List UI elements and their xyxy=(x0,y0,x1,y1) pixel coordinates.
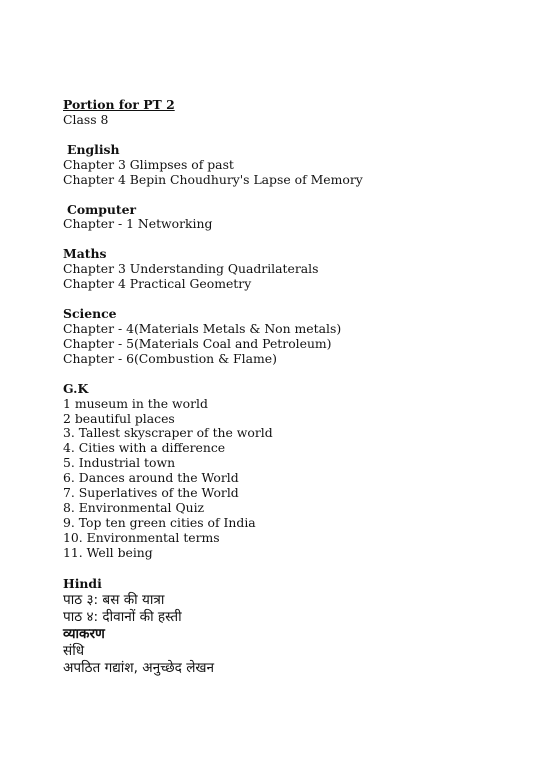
list-item: Chapter - 5(Materials Coal and Petroleum) xyxy=(63,335,332,351)
spacer xyxy=(63,292,523,307)
section-heading-science: Science xyxy=(63,306,117,322)
section-heading-maths: Maths xyxy=(63,246,107,262)
list-item: Chapter 3 Glimpses of past xyxy=(63,156,234,172)
list-item: 6. Dances around the World xyxy=(63,470,239,486)
list-item: 5. Industrial town xyxy=(63,455,176,471)
section-maths xyxy=(63,247,523,292)
document-page xyxy=(63,98,523,678)
list-item: Chapter 3 Understanding Quadrilaterals xyxy=(63,261,319,277)
list-item: 1 museum in the world xyxy=(63,395,208,411)
section-heading-english: English xyxy=(67,141,120,157)
section-gk xyxy=(63,382,523,561)
class-label: Class 8 xyxy=(63,111,109,127)
list-item: Chapter - 1 Networking xyxy=(63,216,213,232)
list-item: 4. Cities with a difference xyxy=(63,440,226,456)
section-heading-gk: G.K xyxy=(63,380,89,396)
list-item: Chapter 4 Bepin Choudhury's Lapse of Memory xyxy=(63,171,363,187)
section-heading-hindi: Hindi xyxy=(63,575,102,591)
list-item: अपठित गद्यांश, अनुच्छेद लेखन xyxy=(63,660,215,677)
section-science xyxy=(63,307,523,367)
list-item: Chapter - 4(Materials Metals & Non metals) xyxy=(63,320,342,336)
section-heading-computer: Computer xyxy=(67,201,137,217)
spacer xyxy=(63,232,523,247)
list-item: Chapter - 6(Combustion & Flame) xyxy=(63,350,277,366)
list-item: पाठ ४: दीवानों की हस्ती xyxy=(63,608,182,625)
list-item: 3. Tallest skyscraper of the world xyxy=(63,425,273,441)
list-item: 2 beautiful places xyxy=(63,410,175,426)
spacer xyxy=(63,128,523,143)
spacer xyxy=(63,367,523,382)
spacer xyxy=(63,188,523,203)
list-item: 7. Superlatives of the World xyxy=(63,485,239,501)
list-item: Chapter 4 Practical Geometry xyxy=(63,276,252,292)
section-computer xyxy=(63,203,523,233)
list-item: पाठ ३: बस की यात्रा xyxy=(63,591,165,608)
list-item: 8. Environmental Quiz xyxy=(63,499,205,515)
grammar-heading: व्याकरण xyxy=(63,625,105,642)
document-title: Portion for PT 2 xyxy=(63,97,175,112)
spacer xyxy=(63,561,523,576)
list-item: संधि xyxy=(63,643,85,660)
list-item: 10. Environmental terms xyxy=(63,529,220,545)
section-hindi xyxy=(63,576,523,678)
section-english xyxy=(63,143,523,188)
list-item: 11. Well being xyxy=(63,544,153,560)
list-item: 9. Top ten green cities of India xyxy=(63,514,256,530)
